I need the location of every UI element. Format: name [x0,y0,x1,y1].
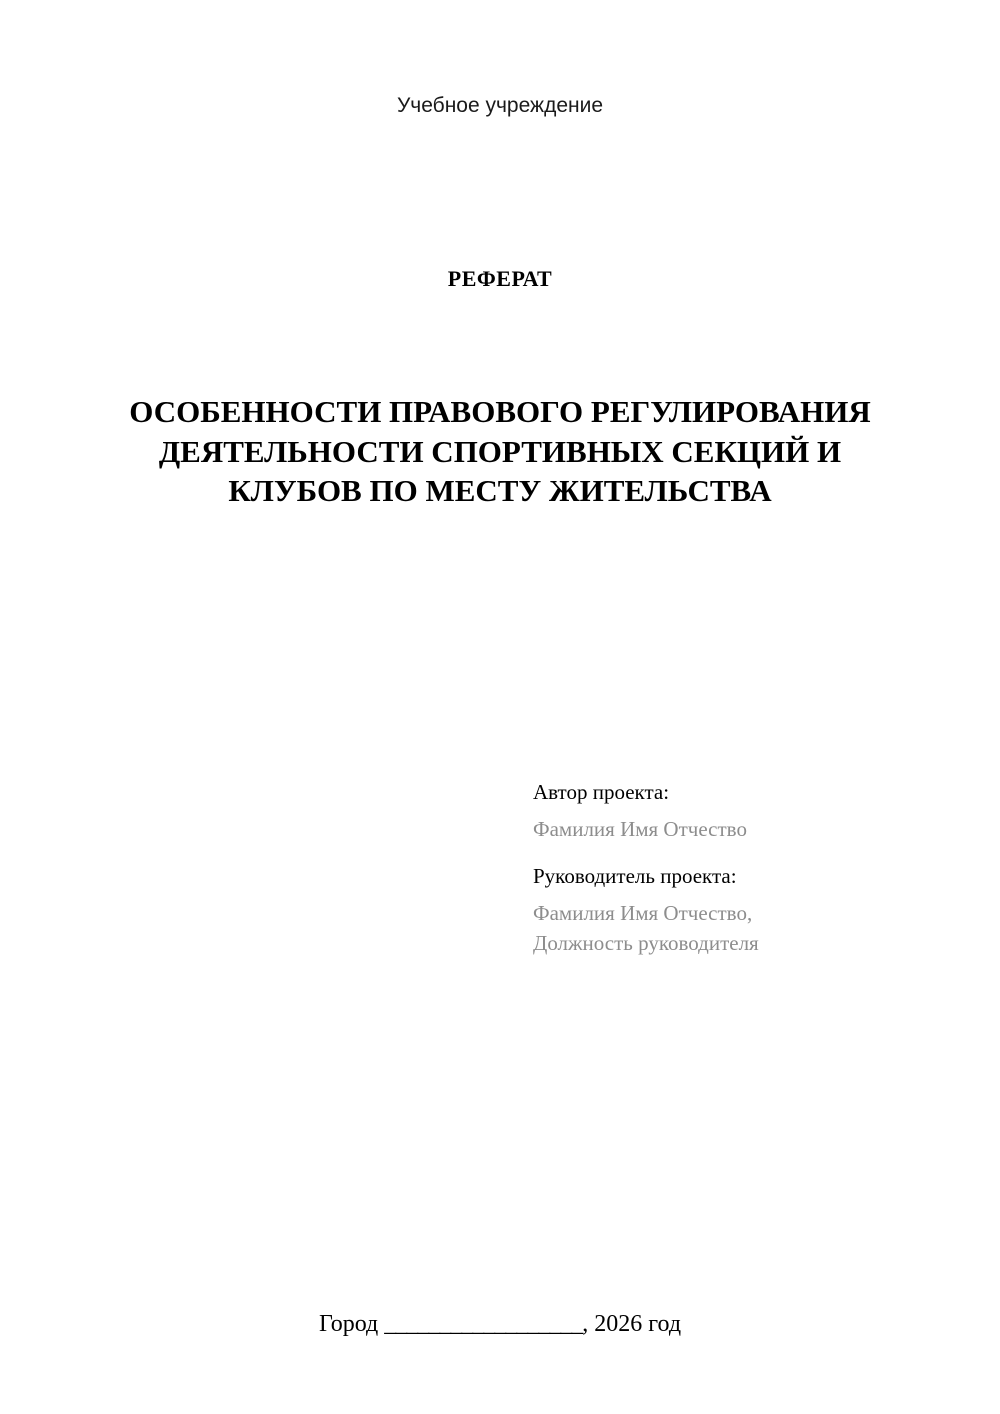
page-title: ОСОБЕННОСТИ ПРАВОВОГО РЕГУЛИРОВАНИЯ ДЕЯТЕЛЬНОСТИ СПОРТИВНЫХ СЕКЦИЙ И КЛУБОВ ПО МЕСТУ ЖИТЕЛЬСТВА [129,394,871,509]
credits-block [533,782,933,980]
institution-name: Учебное учреждение [396,94,604,117]
supervisor-block [533,866,933,954]
page-footer [0,1311,1000,1338]
year-text: , 2026 год [582,1311,682,1337]
author-label: Автор проекта: [533,780,670,804]
author-value: Фамилия Имя Отчество [533,817,747,841]
author-block [533,782,933,840]
supervisor-value-line1: Фамилия Имя Отчество, [533,901,753,925]
city-blank-line: __________________ [384,1311,583,1337]
supervisor-label: Руководитель проекта: [533,864,737,888]
supervisor-value-line2: Должность руководителя [533,931,759,955]
document-type: РЕФЕРАТ [447,266,553,291]
city-label: Город [318,1311,379,1337]
